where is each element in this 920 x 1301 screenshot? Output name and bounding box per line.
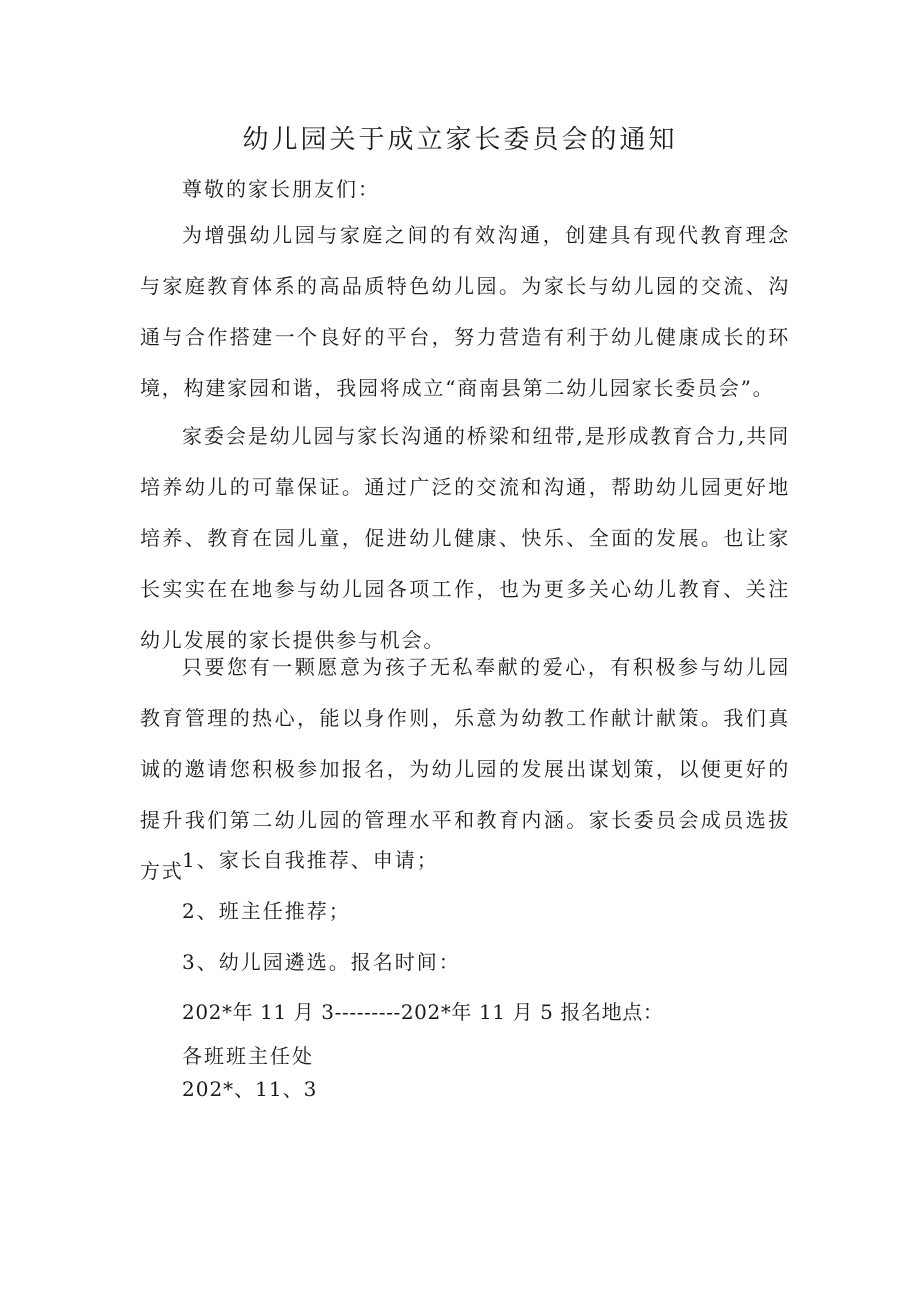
registration-location: 各班班主任处 bbox=[182, 1044, 314, 1068]
salutation: 尊敬的家长朋友们： bbox=[182, 177, 380, 201]
paragraph-committee-role: 家委会是幼儿园与家长沟通的桥梁和纽带,是形成教育合力,共同培养幼儿的可靠保证。通过广泛的交流和沟通，帮助幼儿园更好地培养、教育在园儿童，促进幼儿健康、快乐、全面的发展。也让家长实实在在地参与幼儿园各项工作，也为更多关心幼儿教育、关注幼儿发展的家长提供参与机会。 bbox=[140, 424, 790, 652]
registration-dates: 202*年 11 月 3---------202*年 11 月 5 报名地点： bbox=[182, 1000, 664, 1024]
selection-method-item: 1、家长自我推荐、申请； bbox=[182, 848, 439, 872]
paragraph-invitation: 只要您有一颗愿意为孩子无私奉献的爱心，有积极参与幼儿园教育管理的热心，能以身作则，乐意为幼教工作献计献策。我们真诚的邀请您积极参加报名，为幼儿园的发展出谋划策，以便更好的提升我们第二幼儿园的管理水平和教育内涵。家长委员会成员选拔方式 bbox=[140, 655, 790, 883]
selection-method-item: 2、班主任推荐； bbox=[182, 899, 351, 923]
paragraph-purpose: 为增强幼儿园与家庭之间的有效沟通，创建具有现代教育理念与家庭教育体系的高品质特色幼儿园。为家长与幼儿园的交流、沟通与合作搭建一个良好的平台，努力营造有利于幼儿健康成长的环境，构建家园和谐，我园将成立“商南县第二幼儿园家长委员会”。 bbox=[140, 223, 790, 400]
signature-date: 202*、11、3 bbox=[182, 1077, 318, 1101]
selection-method-item: 3、幼儿园遴选。报名时间： bbox=[182, 950, 461, 974]
document-title: 幼儿园关于成立家长委员会的通知 bbox=[242, 125, 678, 155]
